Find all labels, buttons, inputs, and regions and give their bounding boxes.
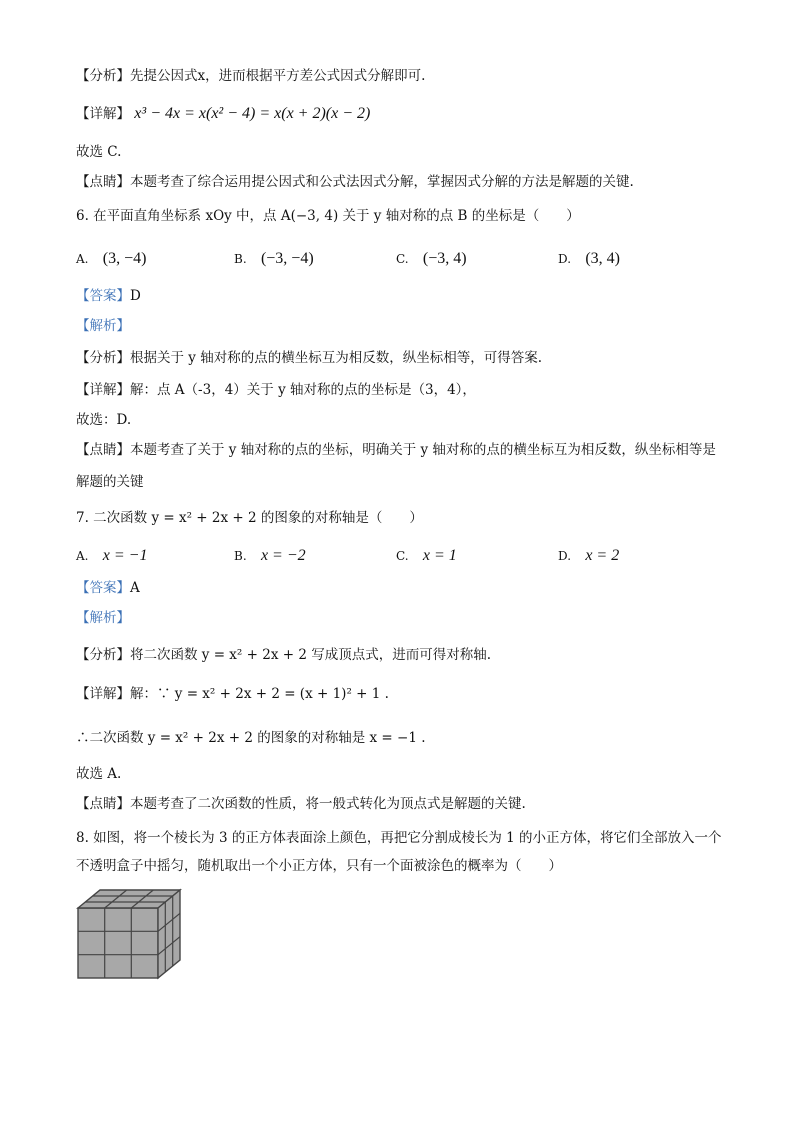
question-6: 6. 在平面直角坐标系 xOy 中，点 A(−3, 4) 关于 y 轴对称的点 B 的坐标是（ ） [76, 208, 580, 224]
question-8: 8. 如图，将一个棱长为 3 的正方体表面涂上颜色，再把它分割成棱长为 1 的小正方体，将它们全部放入一个不透明盒子中摇匀，随机取出一个小正方体，只有一个面被涂色的概率为（ ） [76, 830, 722, 874]
question-7: 7. 二次函数 y = x² + 2x + 2 的图象的对称轴是（ ） [76, 510, 423, 526]
q7-dianjing: 【点睛】本题考查了二次函数的性质，将一般式转化为顶点式是解题的关键. [76, 796, 526, 812]
q6-option-b: B. (−3, −4) [234, 250, 314, 267]
q7-therefore: ∴二次函数 y = x² + 2x + 2 的图象的对称轴是 x = −1 . [76, 730, 426, 746]
q7-analysis-label: 【解析】 [76, 610, 130, 626]
answer-value: D [130, 288, 141, 304]
q6-guxuan: 故选：D. [76, 412, 132, 428]
q6-xiangjie: 【详解】解：点 A（-3，4）关于 y 轴对称的点的坐标是（3，4）， [76, 382, 476, 398]
cube-figure [76, 886, 188, 982]
q6-option-a: A. (3, −4) [76, 250, 147, 267]
answer-label: 【答案】 [76, 580, 130, 596]
q6-fenxi: 【分析】根据关于 y 轴对称的点的横坐标互为相反数，纵坐标相等，可得答案. [76, 350, 542, 366]
answer-label: 【答案】 [76, 288, 130, 304]
q7-fenxi: 【分析】将二次函数 y = x² + 2x + 2 写成顶点式，进而可得对称轴. [76, 647, 491, 663]
q6-answer [76, 286, 141, 306]
q7-option-a: A. x = −1 [76, 547, 148, 564]
detail-label: 【详解】 [76, 106, 130, 122]
q7-answer [76, 578, 140, 598]
q6-analysis-label: 【解析】 [76, 318, 130, 334]
q7-option-d: D. x = 2 [558, 547, 620, 564]
q6-option-d: D. (3, 4) [558, 250, 620, 267]
factor-equation: x³ − 4x = x(x² − 4) = x(x + 2)(x − 2) [134, 105, 371, 122]
q7-guxuan: 故选 A. [76, 766, 122, 782]
detail-line [76, 104, 370, 124]
analysis-line: 【分析】先提公因式x，进而根据平方差公式因式分解即可. [76, 68, 426, 84]
q7-xiangjie: 【详解】解：∵ y = x² + 2x + 2 = (x + 1)² + 1 . [76, 686, 389, 702]
q6-dianjing-1: 【点睛】本题考查了关于 y 轴对称的点的坐标，明确关于 y 轴对称的点的横坐标互为相反数，纵坐标相等是 [76, 442, 716, 458]
q6-option-c: C. (−3, 4) [396, 250, 467, 267]
q7-option-b: B. x = −2 [234, 547, 306, 564]
answer-value: A [130, 580, 140, 596]
answer-choice-line: 故选 C. [76, 144, 122, 160]
comment-line: 【点睛】本题考查了综合运用提公因式和公式法因式分解，掌握因式分解的方法是解题的关键. [76, 174, 634, 190]
q6-dianjing-2: 解题的关键 [76, 474, 144, 490]
q7-option-c: C. x = 1 [396, 547, 457, 564]
